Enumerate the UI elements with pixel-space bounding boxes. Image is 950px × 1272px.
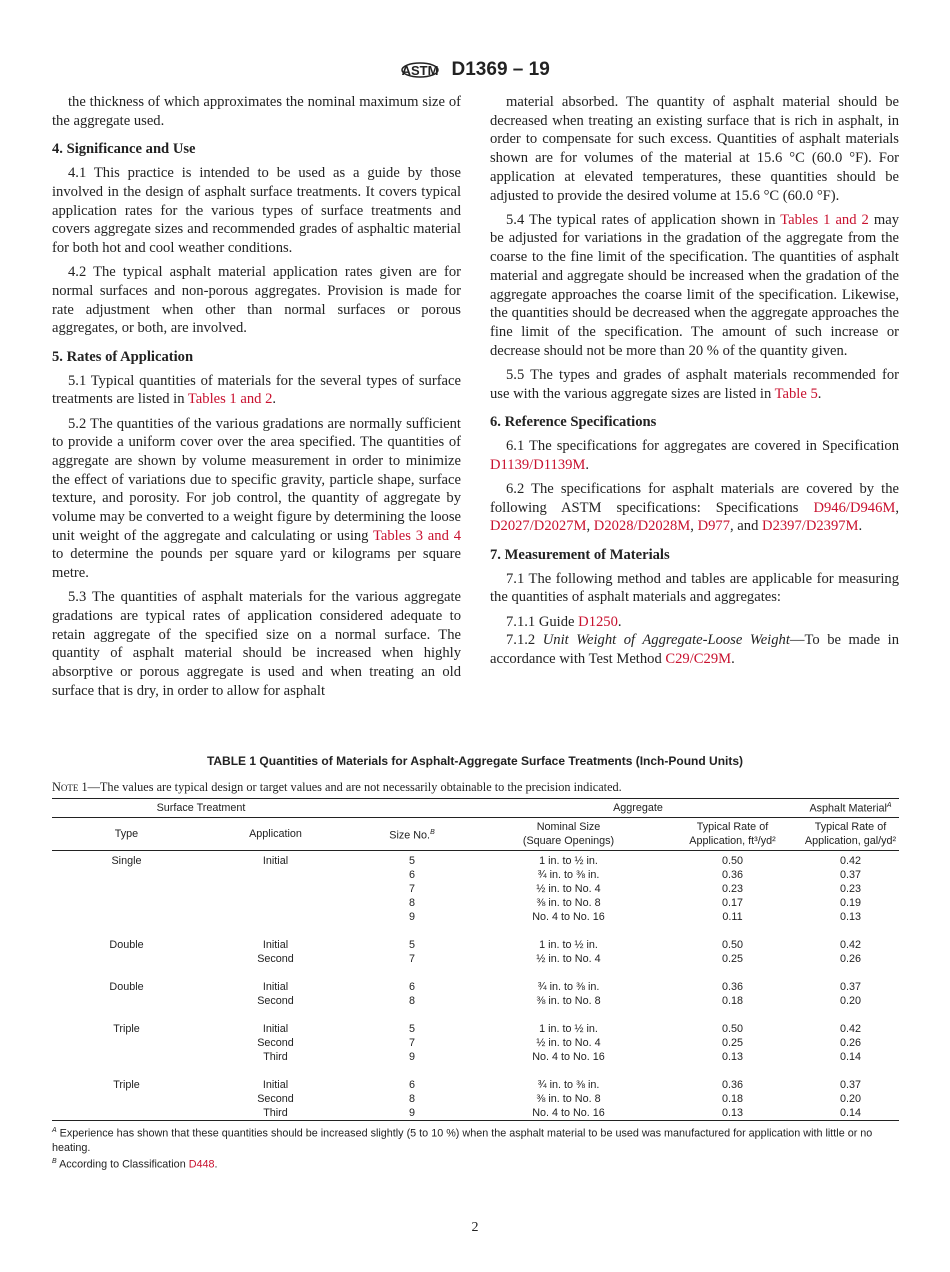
- table-cell: 0.25: [721, 953, 743, 965]
- table-cell: Double: [109, 939, 144, 951]
- paragraph: [52, 164, 461, 258]
- table-cell: 6: [408, 869, 415, 881]
- table-cell: 5: [408, 939, 415, 951]
- left-column: [52, 93, 461, 706]
- table-note: [52, 780, 622, 795]
- col-size: [350, 818, 474, 851]
- col-asp-rate-line1: Typical Rate of: [814, 821, 887, 833]
- table-row: [52, 896, 899, 910]
- table-cell: Second: [257, 995, 294, 1007]
- table-cell: 7: [408, 883, 415, 895]
- table-row: [52, 1050, 899, 1064]
- table-cell: 0.13: [663, 1106, 802, 1121]
- table-cell: 0.42: [839, 939, 861, 951]
- table-cell: 0.23: [839, 883, 861, 895]
- table-row: [52, 980, 899, 994]
- group-spacer: [52, 924, 899, 938]
- text-segment: Unit Weight of Aggregate-Loose Weight: [542, 632, 790, 649]
- table-row: [52, 1036, 899, 1050]
- table-cell: ⅜ in. to No. 8: [536, 897, 601, 909]
- text-segment: to determine the pounds per square yard or kilograms per square metre.: [52, 546, 461, 582]
- table-cell: 9: [408, 911, 415, 923]
- table-cell: [52, 868, 201, 882]
- table-cell: 0.13: [839, 911, 861, 923]
- table-row: [52, 851, 899, 869]
- table-row: [52, 1022, 899, 1036]
- col-agg-rate-line2: Application, ft³/yd²: [689, 835, 776, 847]
- text-segment: 6. Reference Specifications: [490, 414, 657, 431]
- col-application: Application: [201, 818, 350, 851]
- footnote-a-ref[interactable]: A: [886, 801, 892, 809]
- col-aggregate-rate: [663, 818, 802, 851]
- reference-link[interactable]: C29/C29M: [665, 650, 732, 667]
- table-row: [52, 1078, 899, 1092]
- reference-link[interactable]: D2027/D2027M: [490, 518, 587, 535]
- footnote-a: [52, 1124, 899, 1155]
- text-segment: , and: [730, 518, 763, 535]
- group-spacer: [52, 1064, 899, 1078]
- table-cell: ¾ in. to ⅜ in.: [537, 869, 600, 881]
- table-cell: [201, 896, 350, 910]
- table-cell: [52, 896, 201, 910]
- text-segment: 7.1 The following method and tables are applicable for measuring the quantities of asphalt materials and aggregates:: [490, 570, 899, 606]
- text-segment: 7.1.2: [506, 632, 543, 649]
- note-text: —The values are typical design or target values and are not necessarily obtainable to the precision indicated.: [87, 780, 622, 794]
- paragraph: [490, 366, 899, 403]
- table-cell: Initial: [262, 1023, 289, 1035]
- link-d448[interactable]: D448: [188, 1158, 215, 1171]
- document-id: D1369 – 19: [451, 59, 550, 81]
- table-cell: ⅜ in. to No. 8: [536, 995, 601, 1007]
- col-size-label: Size No.: [389, 829, 431, 842]
- reference-link[interactable]: D946/D946M: [813, 499, 896, 516]
- paragraph: [52, 372, 461, 409]
- note-label: Note 1: [52, 780, 88, 794]
- table-cell: 6: [408, 1079, 415, 1091]
- table-cell: 0.26: [839, 1037, 861, 1049]
- table-cell: 0.13: [721, 1051, 743, 1063]
- text-segment: 5.4 The typical rates of application shown in: [506, 211, 781, 228]
- group-spacer: [52, 966, 899, 980]
- col-agg-rate-line1: Typical Rate of: [696, 821, 769, 833]
- table-row: [52, 868, 899, 882]
- text-segment: 5.5 The types and grades of asphalt materials recommended for use with the various aggregate sizes are listed in: [490, 366, 899, 402]
- reference-link[interactable]: D977: [697, 518, 730, 535]
- table-cell: 0.23: [721, 883, 743, 895]
- col-asphalt-rate: [802, 818, 899, 851]
- table-cell: No. 4 to No. 16: [474, 1106, 663, 1121]
- table-cell: 0.18: [721, 995, 743, 1007]
- table-cell: Double: [109, 981, 144, 993]
- paragraph: [52, 263, 461, 338]
- page-number: 2: [471, 1220, 479, 1235]
- table-cell: 0.36: [721, 1079, 743, 1091]
- table-cell: No. 4 to No. 16: [532, 1051, 605, 1063]
- reference-link[interactable]: D1250: [578, 613, 618, 630]
- footnote-a-mark: A: [52, 1127, 57, 1134]
- table-cell: 8: [408, 995, 415, 1007]
- reference-link[interactable]: D2397/D2397M: [762, 518, 859, 535]
- table-cell: 0.37: [839, 869, 861, 881]
- col-asp-rate-line2: Application, gal/yd²: [804, 835, 897, 847]
- text-segment: 6.1 The specifications for aggregates are covered in Specification: [506, 437, 899, 454]
- table-cell: 0.36: [721, 981, 743, 993]
- header-aggregate: Aggregate: [474, 799, 802, 818]
- table-row: [52, 1092, 899, 1106]
- text-segment: may be adjusted for variations in the gradation of the aggregate from the coarse to the fine limit of the specification. The quantities of asphalt material and aggregate should be increased when the gradation of the aggregate approaches the coarse limit of the specification. Likewise, the quantities should be decreased when the aggregate approaches the fine limit of the specification. The amount of such increase or decrease should not be more than 20 % of the quantity given.: [490, 211, 899, 359]
- table-cell: 1 in. to ½ in.: [539, 855, 598, 867]
- table-cell: 0.42: [839, 855, 861, 867]
- table-title: TABLE 1 Quantities of Materials for Asphalt-Aggregate Surface Treatments (Inch-Pound Units): [206, 754, 744, 768]
- col-nominal-line2: (Square Openings): [522, 835, 615, 847]
- section-heading: [52, 348, 461, 367]
- text-segment: .: [272, 391, 277, 408]
- reference-link[interactable]: Table 5: [774, 385, 818, 402]
- table-cell: ¾ in. to ⅜ in.: [537, 1079, 600, 1091]
- table-footnotes: [52, 1124, 899, 1171]
- table-cell: [52, 910, 201, 924]
- table-cell: [52, 1106, 201, 1121]
- table-cell: Initial: [262, 855, 289, 867]
- right-column: [490, 93, 899, 669]
- paragraph: [52, 588, 461, 700]
- table-cell: 0.36: [721, 869, 743, 881]
- text-segment: 5.1 Typical quantities of materials for the several types of surface treatments are listed in: [52, 372, 461, 408]
- table-cell: Second: [257, 953, 294, 965]
- footnote-a-text: Experience has shown that these quantities should be increased slightly (5 to 10 %) when the asphalt material to be used was manufactured for application with little or no heating.: [52, 1127, 873, 1154]
- section-heading: [490, 546, 899, 565]
- table-cell: 0.18: [721, 1093, 743, 1105]
- table-cell: Second: [257, 1093, 294, 1105]
- table-cell: ¾ in. to ⅜ in.: [537, 981, 600, 993]
- group-spacer: [52, 1008, 899, 1022]
- table-cell: 1 in. to ½ in.: [539, 939, 598, 951]
- text-segment: 4.1 This practice is intended to be used as a guide by those involved in the design of asphalt surface treatments. It covers typical application rates for the various types of surface treatments and covers aggregate sizes and recommended grades of asphaltic material for both hot and cool weather conditions.: [52, 165, 461, 256]
- paragraph: [490, 570, 899, 607]
- table-cell: 0.19: [839, 897, 861, 909]
- table-cell: 9: [408, 1051, 415, 1063]
- table-cell: 0.25: [721, 1037, 743, 1049]
- paragraph: [52, 93, 461, 130]
- table-cell: 1 in. to ½ in.: [539, 1023, 598, 1035]
- table-cell: Initial: [262, 939, 289, 951]
- paragraph: [490, 480, 899, 536]
- reference-link[interactable]: D2028/D2028M: [593, 518, 691, 535]
- table-cell: 0.26: [839, 953, 861, 965]
- col-type: Type: [52, 818, 201, 851]
- table-cell: 0.50: [721, 939, 743, 951]
- text-segment: 5. Rates of Application: [52, 348, 194, 365]
- paragraph: [490, 211, 899, 361]
- footnote-b-ref[interactable]: B: [430, 828, 435, 836]
- table-cell: 5: [408, 1023, 415, 1035]
- table-cell: 8: [408, 1093, 415, 1105]
- text-segment: 7.1.1 Guide: [506, 613, 579, 630]
- text-segment: ,: [586, 518, 594, 535]
- table-cell: Third: [201, 1106, 350, 1121]
- table-cell: ½ in. to No. 4: [536, 953, 601, 965]
- table-cell: [52, 1092, 201, 1106]
- table-cell: [52, 1050, 201, 1064]
- text-segment: .: [585, 456, 590, 473]
- table-row: [52, 938, 899, 952]
- quantities-table: [52, 798, 899, 1121]
- footnote-b-end: .: [214, 1158, 218, 1171]
- table-cell: 8: [408, 897, 415, 909]
- paragraph: [52, 415, 461, 583]
- table-cell: 0.42: [839, 1023, 861, 1035]
- table-cell: 0.14: [802, 1106, 899, 1121]
- text-segment: 5.2 The quantities of the various gradations are normally sufficient to provide a uniform cover over the area specified. The quantities of aggregate are shown by volume measurement in order to minimize the effect of variations due to specific gravity, particle shape, surface texture, and porosity. For job control, the quantity of aggregate by volume may be converted to a weight figure by determining the loose unit weight of the aggregate and calculating or using: [52, 415, 461, 544]
- reference-link[interactable]: Tables 3 and 4: [373, 527, 461, 544]
- table-cell: ⅜ in. to No. 8: [536, 1093, 601, 1105]
- text-segment: 7. Measurement of Materials: [490, 546, 670, 563]
- col-nominal-size: [474, 818, 663, 851]
- reference-link[interactable]: D1139/D1139M: [490, 456, 586, 473]
- footnote-b: [52, 1155, 899, 1172]
- table-row: [52, 1106, 899, 1121]
- table-cell: [52, 882, 201, 896]
- table-cell: 0.37: [839, 981, 861, 993]
- header-asphalt-label: Asphalt Material: [809, 802, 887, 815]
- section-heading: [490, 413, 899, 432]
- text-segment: ,: [895, 499, 899, 516]
- page-header: [0, 56, 950, 84]
- text-segment: .: [858, 518, 863, 535]
- table-cell: Triple: [113, 1079, 140, 1091]
- table-cell: Initial: [262, 981, 289, 993]
- table-row: [52, 882, 899, 896]
- text-segment: 6.2 The specifications for asphalt materials are covered by the following ASTM specifications: Specifications: [490, 480, 899, 516]
- table-cell: 0.11: [722, 911, 743, 923]
- table-cell: 9: [350, 1106, 474, 1121]
- table-cell: 5: [408, 855, 415, 867]
- astm-logo-icon: [400, 56, 440, 84]
- table-body: [52, 851, 899, 1121]
- col-nominal-line1: Nominal Size: [536, 821, 601, 833]
- table-cell: Single: [111, 855, 142, 867]
- table-cell: ½ in. to No. 4: [536, 1037, 601, 1049]
- section-heading: [52, 140, 461, 159]
- header-asphalt-material: [802, 799, 899, 818]
- text-segment: 4. Significance and Use: [52, 141, 196, 158]
- table-cell: 0.50: [721, 855, 743, 867]
- paragraph: [490, 613, 899, 632]
- table-cell: Triple: [113, 1023, 140, 1035]
- table-cell: 0.20: [839, 995, 861, 1007]
- table-cell: 7: [408, 953, 415, 965]
- table-cell: ½ in. to No. 4: [536, 883, 601, 895]
- table-cell: [52, 994, 201, 1008]
- table-row: [52, 952, 899, 966]
- table-cell: 0.37: [839, 1079, 861, 1091]
- table-cell: [52, 952, 201, 966]
- table-cell: Initial: [262, 1079, 289, 1091]
- text-segment: 5.3 The quantities of asphalt materials for the various aggregate gradations are typical rates of application considered adequate to retain aggregate of the specified size on a normal surface. The quantity of asphalt material should be increased when highly absorptive or porous aggregate is used and when treating an old surface that is dry, in order to allow for asphalt: [52, 589, 461, 699]
- text-segment: ,: [690, 518, 698, 535]
- reference-link[interactable]: Tables 1 and 2: [187, 391, 273, 408]
- paragraph: [490, 93, 899, 205]
- text-segment: material absorbed. The quantity of asphalt material should be decreased when treating an existing surface that is rich in asphalt, in order to compensate for such excess. Quantities of asphalt materials shown are for volumes of the material at 15.6 °C (60.0 °F). For application at elevated temperatures, these quantities should be adjusted to provide the desired volume at 15.6 °C (60.0 °F).: [490, 94, 899, 204]
- table-cell: [201, 910, 350, 924]
- table-cell: [201, 882, 350, 896]
- paragraph: [490, 437, 899, 474]
- table-cell: Third: [263, 1051, 288, 1063]
- text-segment: —To be made in accordance with Test Method: [490, 632, 899, 667]
- text-segment: 4.2 The typical asphalt material application rates given are for normal surfaces and non-porous aggregates. Provision is made for rate adjustment when other than normal surfaces or porous aggregates, or both, are involved.: [52, 264, 461, 337]
- paragraph: [490, 631, 899, 668]
- table-cell: No. 4 to No. 16: [532, 911, 605, 923]
- table-cell: 7: [408, 1037, 415, 1049]
- table-row: [52, 994, 899, 1008]
- text-segment: .: [731, 650, 735, 667]
- table-cell: 0.14: [839, 1051, 861, 1063]
- table-cell: 0.17: [721, 897, 743, 909]
- table-cell: Second: [257, 1037, 294, 1049]
- header-surface-treatment: Surface Treatment: [52, 799, 350, 818]
- text-segment: .: [817, 385, 822, 402]
- table-cell: 0.20: [839, 1093, 861, 1105]
- footnote-b-mark: B: [52, 1157, 57, 1165]
- table-cell: [52, 1036, 201, 1050]
- table-cell: [201, 868, 350, 882]
- text-segment: the thickness of which approximates the nominal maximum size of the aggregate used.: [52, 94, 461, 129]
- footnote-b-text: According to Classification: [56, 1158, 189, 1171]
- table-cell: 0.50: [721, 1023, 743, 1035]
- table-cell: 6: [408, 981, 415, 993]
- text-segment: .: [617, 613, 622, 630]
- svg-text:ASTM: ASTM: [401, 63, 439, 78]
- table-row: [52, 910, 899, 924]
- reference-link[interactable]: Tables 1 and 2: [780, 211, 869, 228]
